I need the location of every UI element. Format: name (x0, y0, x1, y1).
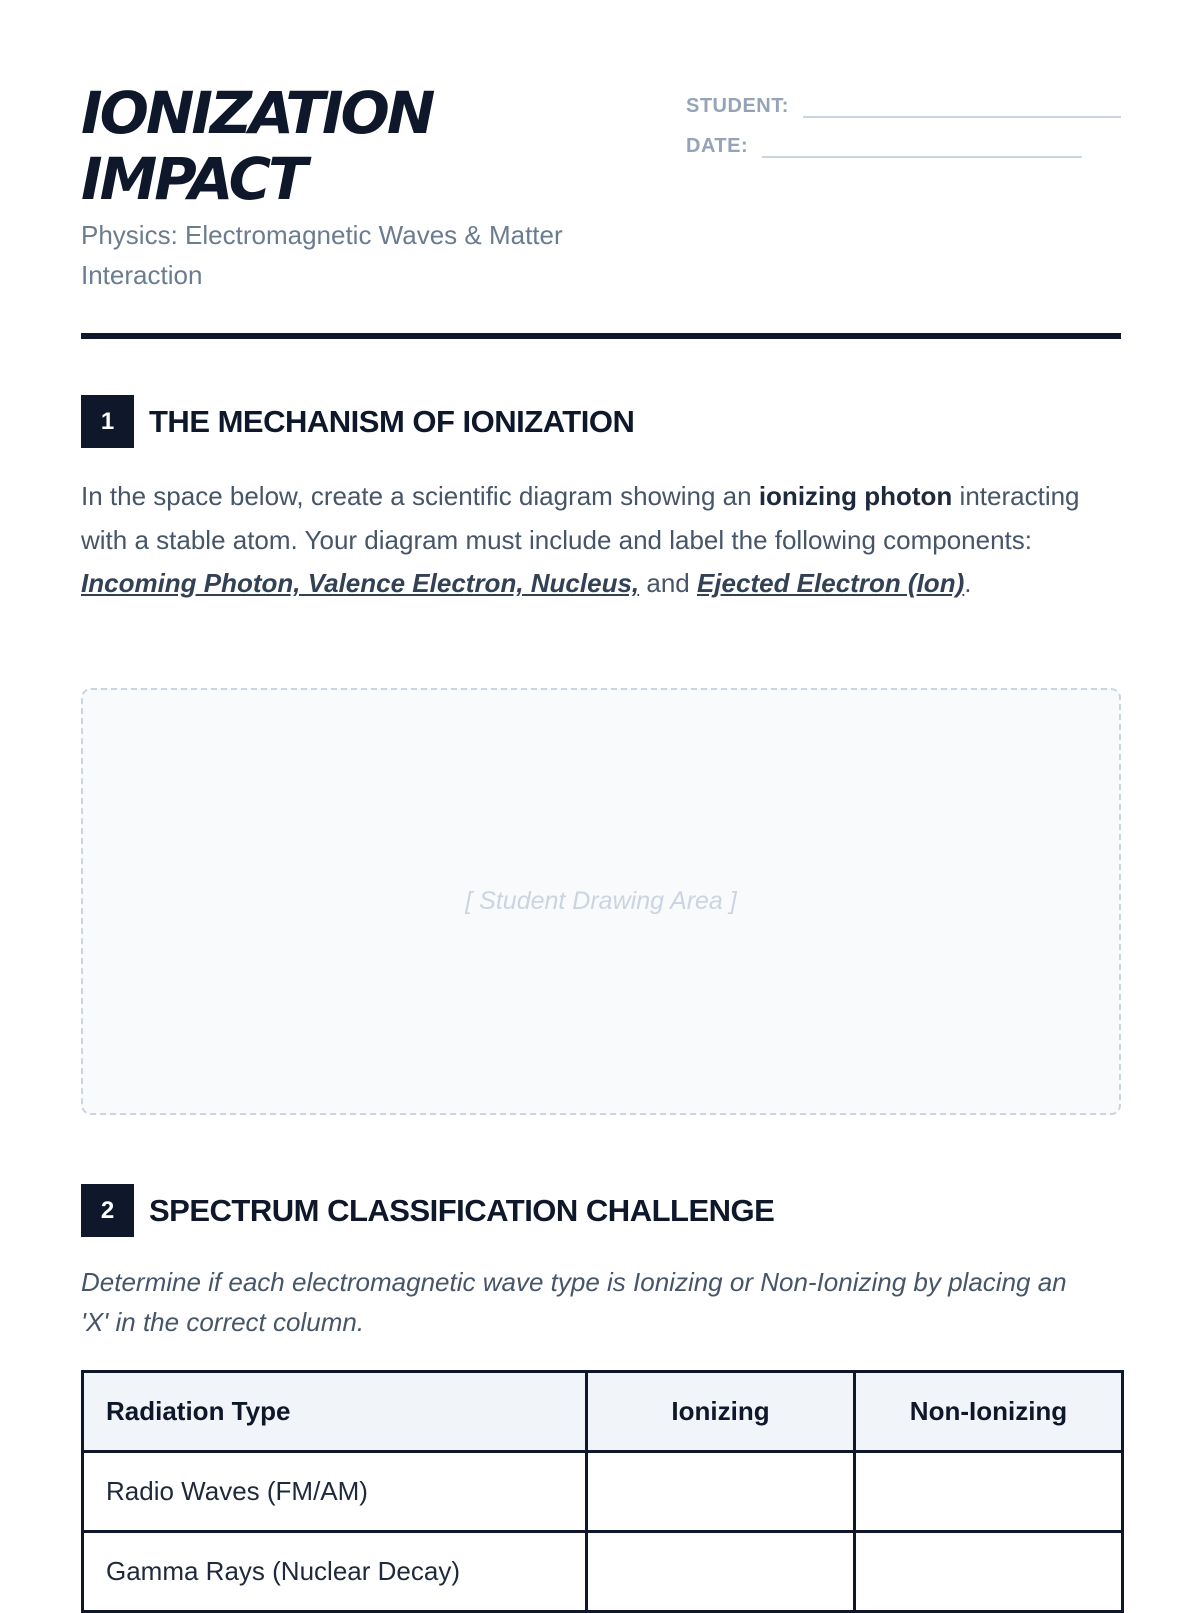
header-divider (81, 333, 1121, 339)
intro-and: and (639, 568, 697, 598)
date-field[interactable] (762, 130, 1082, 158)
date-row (686, 118, 1121, 158)
classification-table (81, 1370, 1124, 1613)
non-ionizing-answer-cell[interactable] (855, 1452, 1123, 1532)
student-info (686, 78, 1121, 158)
radiation-type-cell: Gamma Rays (Nuclear Decay) (83, 1532, 587, 1612)
section-2-title: SPECTRUM CLASSIFICATION CHALLENGE (149, 1192, 775, 1228)
student-label: STUDENT: (686, 95, 789, 117)
ionizing-answer-cell[interactable] (587, 1452, 855, 1532)
table-header-row (83, 1372, 1123, 1452)
worksheet-subtitle: Physics: Electromagnetic Waves & Matter Interaction (81, 220, 563, 290)
radiation-type-cell: Radio Waves (FM/AM) (83, 1452, 587, 1532)
title-line-2: IMPACT (81, 145, 305, 213)
student-row (686, 78, 1121, 118)
worksheet-header (81, 0, 1121, 340)
title-line-1: IONIZATION (81, 79, 433, 147)
section-2-instructions: Determine if each electromagnetic wave type is Ionizing or Non-Ionizing by placing an 'X' in the correct column. (81, 1267, 1067, 1337)
worksheet-title (81, 80, 432, 212)
intro-text-start: In the space below, create a scientific diagram showing an (81, 481, 759, 511)
section-2-heading (81, 1184, 774, 1237)
date-label: DATE: (686, 135, 749, 157)
intro-text-middle: interacting with a stable atom. Your diagram must include and label the following components: (81, 481, 1080, 555)
section-1-heading (81, 395, 634, 448)
intro-bold-term: ionizing photon (758, 481, 953, 511)
required-terms-list: Incoming Photon, Valence Electron, Nucleus, (81, 568, 640, 598)
section-2-number: 2 (81, 1184, 134, 1237)
column-header-ionizing: Ionizing (587, 1372, 855, 1452)
section-1-title: THE MECHANISM OF IONIZATION (149, 403, 635, 439)
student-name-field[interactable] (803, 90, 1121, 118)
required-term-ejected-electron: Ejected Electron (Ion) (696, 568, 965, 598)
intro-period: . (964, 568, 972, 598)
table-row (83, 1452, 1123, 1532)
worksheet-page (81, 0, 1121, 1586)
column-header-radiation-type: Radiation Type (83, 1372, 587, 1452)
section-1-number: 1 (81, 395, 134, 448)
column-header-non-ionizing: Non-Ionizing (855, 1372, 1123, 1452)
drawing-area-label: [ Student Drawing Area ] (465, 887, 737, 915)
section-1-instructions (81, 475, 1121, 606)
student-drawing-area[interactable] (81, 688, 1121, 1115)
